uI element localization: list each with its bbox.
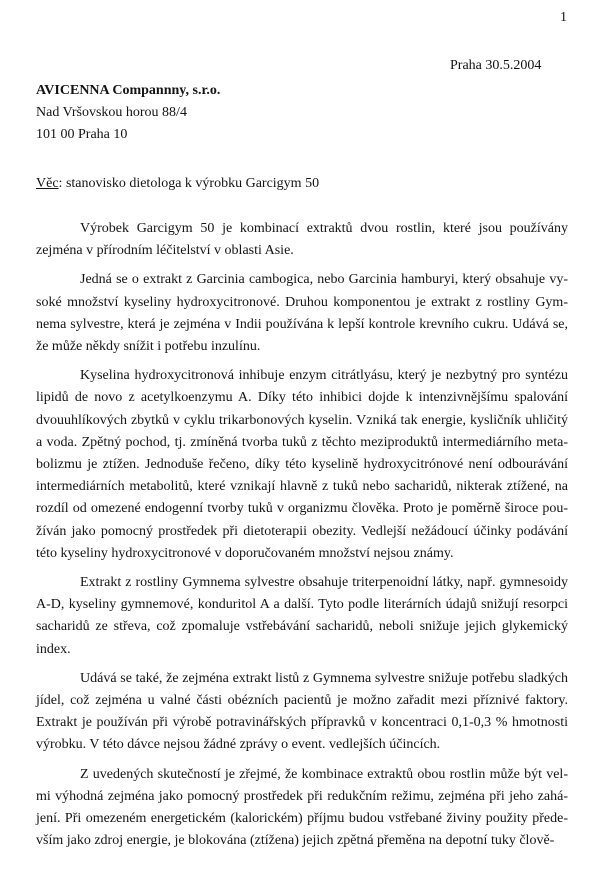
page-number: 1 [560, 10, 567, 25]
paragraph-gymnema: Extrakt z rostliny Gymnema sylvestre obsahuje triterpenoidní látky, např. gymnesoidy A-D, kyseliny gymnemové, konduritol A a další. Tyto podle literárních údajů snižují resorpci sacharidů ze střeva, což zpomaluje vstřebávání sacharidů, neboli snižuje jejich glykemický index. [36, 575, 568, 657]
letter-body [36, 218, 568, 859]
recipient-city: 101 00 Praha 10 [36, 127, 128, 142]
subject-separator: : [58, 176, 63, 191]
paragraph-hydroxycitric-acid: Kyselina hydroxycitronová inhibuje enzym citrátlyásu, který je nezbytný pro syntézu lipidů de novo z acetylkoenzymu A. Díky této inhibici dojde k intenzivnějšímu spalování dvouuhlíkových zbytků v cyklu trikarbonových kyselin. Vzniká tak energie, kysličník uhličitý a voda. Zpětný pochod, tj. zmíněná tvorba tuků z těchto meziproduktů intermediárního metabolizmu je ztížen. Jednoduše řečeno, díky této kyselině hydroxycitrónové není odbourávání intermediárních metabolitů, které vznikají hlavně z tuků nebo sacharidů, nikterak ztížené, na rozdíl od omezené endogenní tvorby tuků v organizmu člověka. Proto je poměrně široce používán jako pomocný prostředek při dietoterapii obezity. Vedlejší nežádoucí účinky podávání této kyseliny hydroxycitronové v doporučovaném množství nejsou známy. [36, 368, 568, 561]
paragraph-gymnema-leaves: Udává se také, že zejména extrakt listů z Gymnema sylvestre snižuje potřebu sladkých jídel, což zejména u valné části obézních pacientů je možno zařadit mezi příznivé faktory. Extrakt je používán při výrobě potravinářských přípravků v koncentraci 0,1-0,3 % hmotnosti výrobku. V této dávce nejsou žádné zprávy o event. vedlejších účincích. [36, 670, 568, 753]
paragraph-intro: Výrobek Garcigym 50 je kombinací extraktů dvou rostlin, které jsou používány zejména v přírodním léčitelství v oblasti Asie. [36, 221, 568, 259]
letter-date: Praha 30.5.2004 [450, 58, 542, 73]
recipient-street: Nad Vršovskou horou 88/4 [36, 105, 187, 120]
recipient-address [36, 80, 220, 146]
recipient-company: AVICENNA Compannny, s.r.o. [36, 83, 221, 98]
subject-text: stanovisko dietologa k výrobku Garcigym 50 [62, 176, 320, 191]
subject-label: Věc [36, 176, 59, 191]
paragraph-conclusion: Z uvedených skutečností je zřejmé, že kombinace extraktů obou rostlin může být velmi výhodná zejména jako pomocný prostředek při redukčním režimu, zejména při jeho zahájení. Při omezeném energetickém (kalorickém) příjmu budou vstřebané živiny použity především jako zdroj energie, je blokována (ztížena) jejich zpětná přeměna na depotní tuky člově- [36, 766, 568, 849]
paragraph-garcinia: Jedná se o extrakt z Garcinia cambogica, nebo Garcinia hamburyi, který obsahuje vysoké množství kyseliny hydroxycitronové. Druhou komponentou je extrakt z rostliny Gymnema sylvestre, která je zejména v Indii používána k lepší kontrole krevního cukru. Udává se, že může někdy snížit i potřebu inzulínu. [36, 272, 568, 355]
subject-line [36, 176, 319, 192]
